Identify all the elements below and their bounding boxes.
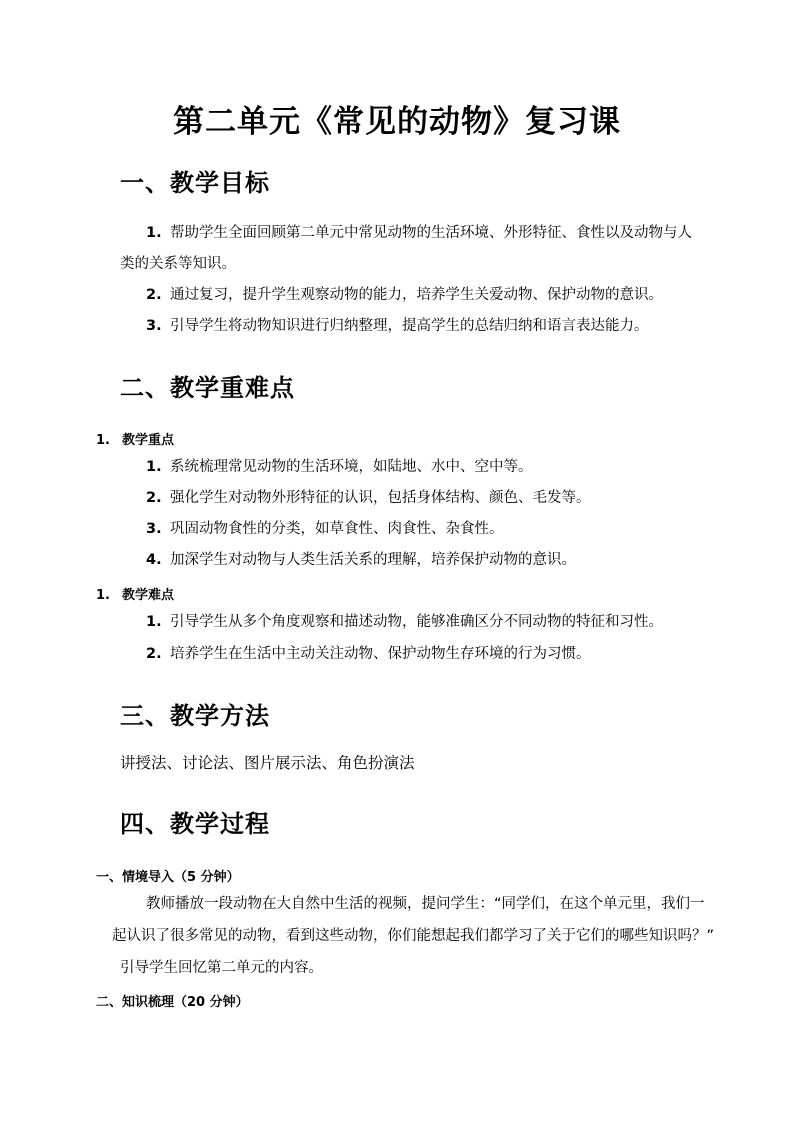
difficulty-item-2 — [146, 644, 591, 664]
goal-item-3-text: 引导学生将动物知识进行归纳整理，提高学生的总结归纳和语言表达能力。 — [170, 318, 649, 334]
difficulty-item-1-number: 1. — [146, 614, 162, 630]
section-heading-process: 四、教学过程 — [120, 810, 270, 838]
methods-text: 讲授法、讨论法、图片展示法、角色扮演法 — [120, 754, 415, 772]
goal-item-1-continued: 类的关系等知识。 — [120, 256, 236, 272]
process-step1-line1: 教师播放一段动物在大自然中生活的视频，提问学生：“同学们，在这个单元里，我们一 — [146, 896, 705, 912]
process-step1-line2: 起认识了很多常见的动物，看到这些动物，你们能想起我们都学习了关于它们的哪些知识吗？” — [112, 928, 715, 944]
focus-subheading-label: 教学重点 — [122, 433, 175, 448]
difficulty-item-1 — [146, 612, 663, 632]
difficulty-item-2-number: 2. — [146, 646, 162, 662]
difficulty-subheading-label: 教学难点 — [122, 588, 175, 603]
process-step1-label: 一、情境导入（5 分钟） — [96, 870, 240, 885]
difficulty-item-2-text: 培养学生在生活中主动关注动物、保护动物生存环境的行为习惯。 — [170, 646, 591, 662]
focus-item-4 — [146, 550, 576, 570]
goal-item-1-text: 帮助学生全面回顾第二单元中常见动物的生活环境、外形特征、食性以及动物与人 — [170, 225, 692, 241]
section-heading-methods: 三、教学方法 — [120, 702, 270, 730]
goal-item-2-number: 2. — [146, 287, 162, 303]
section-heading-goals: 一、教学目标 — [120, 169, 270, 197]
goal-item-1 — [146, 223, 692, 243]
goal-item-3 — [146, 316, 649, 336]
focus-item-1-number: 1. — [146, 459, 162, 475]
process-step2-label: 二、知识梳理（20 分钟） — [96, 995, 249, 1010]
section-heading-keypoints: 二、教学重难点 — [120, 374, 295, 402]
goal-item-1-number: 1. — [146, 225, 162, 241]
goal-item-2 — [146, 285, 663, 305]
focus-item-3-number: 3. — [146, 521, 162, 537]
difficulty-item-1-text: 引导学生从多个角度观察和描述动物，能够准确区分不同动物的特征和习性。 — [170, 614, 663, 630]
process-step1-line3: 引导学生回忆第二单元的内容。 — [120, 960, 323, 976]
focus-subheading — [96, 429, 174, 448]
focus-item-3 — [146, 519, 504, 539]
focus-item-2-text: 强化学生对动物外形特征的认识，包括身体结构、颜色、毛发等。 — [170, 490, 591, 506]
focus-item-4-number: 4. — [146, 552, 162, 568]
difficulty-subheading — [96, 584, 174, 603]
focus-item-1-text: 系统梳理常见动物的生活环境，如陆地、水中、空中等。 — [170, 459, 533, 475]
focus-item-2 — [146, 488, 591, 508]
goal-item-2-text: 通过复习，提升学生观察动物的能力，培养学生关爱动物、保护动物的意识。 — [170, 287, 663, 303]
focus-item-3-text: 巩固动物食性的分类，如草食性、肉食性、杂食性。 — [170, 521, 504, 537]
difficulty-subheading-number: 1. — [96, 588, 110, 603]
focus-item-2-number: 2. — [146, 490, 162, 506]
document-title: 第二单元《常见的动物》复习课 — [173, 104, 621, 140]
focus-subheading-number: 1. — [96, 433, 110, 448]
focus-item-1 — [146, 457, 533, 477]
goal-item-3-number: 3. — [146, 318, 162, 334]
focus-item-4-text: 加深学生对动物与人类生活关系的理解，培养保护动物的意识。 — [170, 552, 576, 568]
